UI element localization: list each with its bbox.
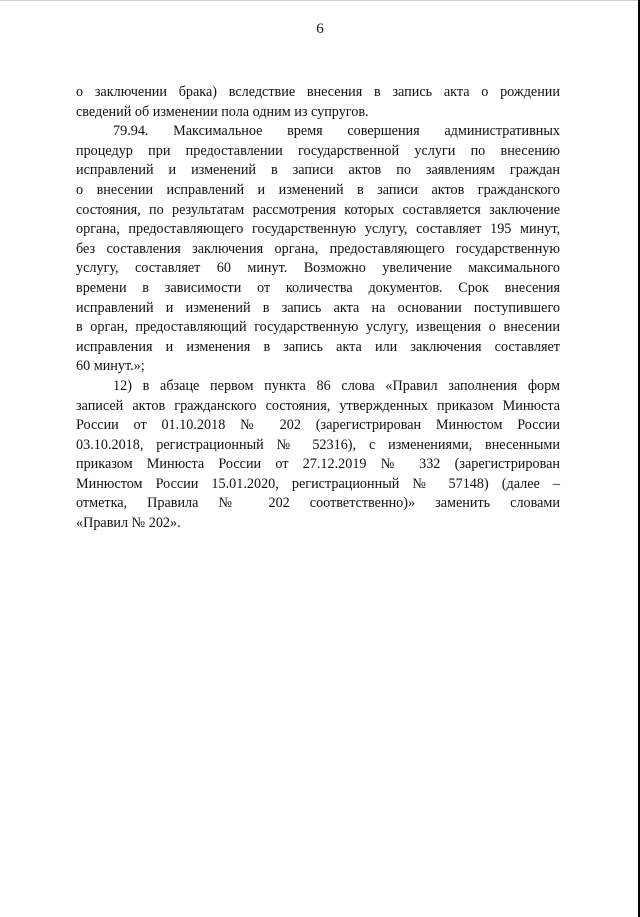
text-line: без составления заключения органа, предоставляющего государственную	[76, 240, 560, 257]
text-line: 12) в абзаце первом пункта 86 слова «Правил заполнения форм	[113, 377, 560, 394]
text-line: «Правил № 202».	[76, 515, 181, 532]
scan-top-edge	[0, 0, 640, 1]
text-line: записей актов гражданского состояния, утвержденных приказом Минюста	[76, 397, 560, 414]
text-line: времени в зависимости от количества документов. Срок внесения	[76, 279, 560, 296]
text-line: исправлений и изменений в запись акта на основании поступившего	[76, 299, 560, 316]
text-line: органа, предоставляющего государственную услугу, составляет 195 минут,	[76, 221, 560, 238]
text-line: исправлений и изменений в записи актов по заявлениям граждан	[76, 162, 560, 179]
paragraph-1	[76, 83, 560, 122]
text-line: в орган, предоставляющий государственную услугу, извещения о внесении	[76, 319, 560, 336]
text-line: процедур при предоставлении государственной услуги по внесению	[76, 142, 560, 159]
text-line: 03.10.2018, регистрационный № 52316), с изменениями, внесенными	[76, 436, 560, 453]
paragraph-2	[76, 122, 560, 377]
text-line: Минюстом России 15.01.2020, регистрационный № 57148) (далее –	[76, 475, 560, 492]
text-line: о заключении брака) вследствие внесения в запись акта о рождении	[76, 84, 560, 100]
document-body	[76, 83, 560, 534]
text-line: отметка, Правила № 202 соответственно)» заменить словами	[76, 495, 560, 512]
text-line: приказом Минюста России от 27.12.2019 № 332 (зарегистрирован	[76, 456, 560, 473]
text-line: России от 01.10.2018 № 202 (зарегистрирован Минюстом России	[76, 417, 560, 434]
text-line: состояния, по результатам рассмотрения которых составляется заключение	[76, 201, 560, 218]
text-line: исправления и изменения в запись акта или заключения составляет	[76, 338, 560, 355]
text-line: услугу, составляет 60 минут. Возможно увеличение максимального	[76, 260, 560, 277]
paragraph-3	[76, 377, 560, 534]
text-line: 79.94. Максимальное время совершения административных	[113, 123, 560, 140]
text-line: сведений об изменении пола одним из супругов.	[76, 103, 369, 120]
page-number: 6	[316, 21, 324, 37]
text-line: 60 минут.»;	[76, 358, 145, 375]
text-line: о внесении исправлений и изменений в записи актов гражданского	[76, 181, 560, 198]
